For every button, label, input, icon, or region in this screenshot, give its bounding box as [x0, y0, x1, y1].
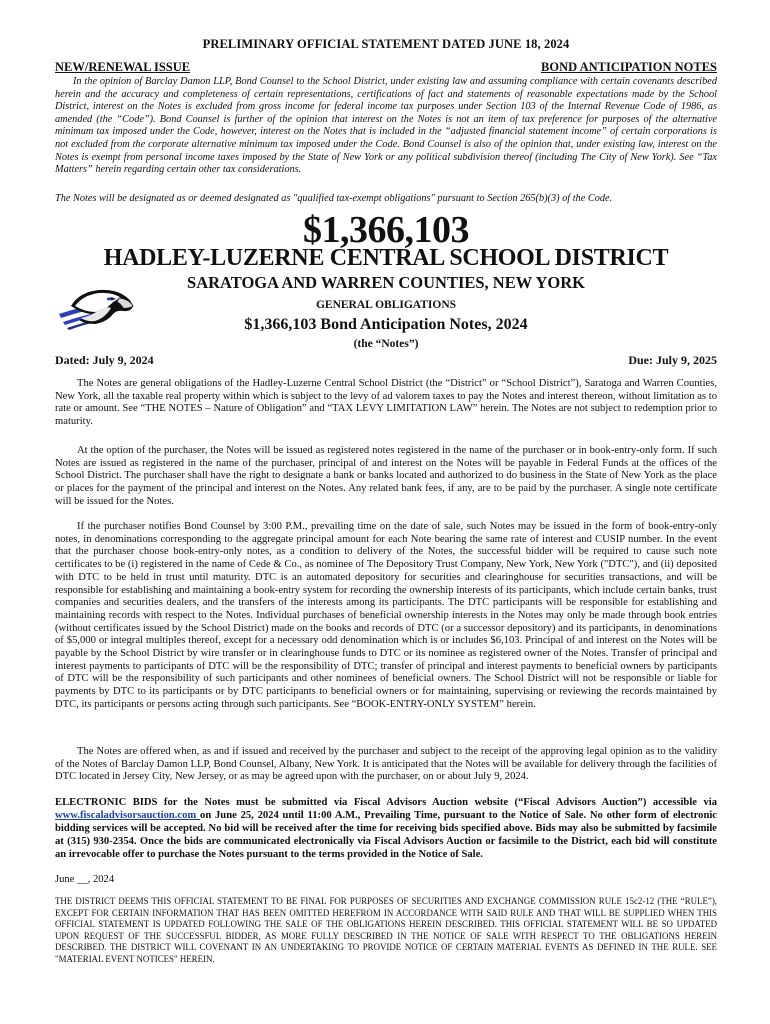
note-type-label: BOND ANTICIPATION NOTES: [541, 60, 717, 74]
designation-text: The Notes will be designated as or deemed designated as "qualified tax-exempt obligations" pursuant to Section 265(b)(3) of the Code.: [55, 193, 613, 204]
paragraph-general-obligations: The Notes are general obligations of the Hadley-Luzerne Central School District (the “District” or “School District”), Saratoga and Warren Counties, New York, all the taxable real property within which is subject to the levy of ad valorem taxes to pay the Notes and interest thereon, without limitation as to rate or amount. See “THE NOTES – Nature of Obligation” and “TAX LEVY LIMITATION LAW” herein. The Notes are not subject to redemption prior to maturity.: [55, 378, 717, 428]
issue-amount: $1,366,103: [303, 209, 469, 251]
notes-title: $1,366,103 Bond Anticipation Notes, 2024: [244, 316, 528, 333]
dated-line: Dated: July 9, 2024: [55, 353, 154, 367]
general-obligations-label: GENERAL OBLIGATIONS: [315, 299, 457, 311]
paragraph-book-entry: If the purchaser notifies Bond Counsel by 3:00 P.M., prevailing time on the date of sale, such Notes may be issued in the form of book-entry-only notes, in denominations corresponding to the aggregate principal amount for each Note bearing the same rate of interest and CUSIP number. In the event that the purchaser choose book-entry-only notes, as a condition to delivery of the Notes, the successful bidder will be required to cause such note certificates to be (i) registered in the name of Cede & Co., as nominee of The Depository Trust Company, New York, New York ("DTC"), and (ii) deposited with DTC to be held in trust until maturity. DTC is an automated depository for securities and clearinghouse for securities transactions, and will be responsible for establishing and maintaining a book-entry system for recording the ownership interests of its participants, which include certain banks, trust companies and securities dealers, and the transfers of the interests among its participants. The DTC participants will be responsible for establishing and maintaining records with respect to the Notes. Individual purchases of beneficial ownership interests in the Notes may only be made through book entries (without certificates issued by the School District) made on the books and records of DTC (or a successor depository) and its participants, in denominations of $5,000 or integral multiples thereof, except for a necessary odd denomination which is or includes $6,103. Principal of and interest on the Notes will be payable by the School District by wire transfer or in clearinghouse funds to DTC or its nominee as registered owner of the Notes. Transfer of principal and interest payments to participants of DTC will be the responsibility of DTC; transfer of principal and interest payments to beneficial owners by participants of DTC will be the responsibility of such participants and other nominees of beneficial owners. The School District will not be responsible or liable for payments by DTC to its participants or by DTC participants to beneficial owners or for maintaining, supervising or reviewing the records maintained by DTC, its participants or persons acting through such participants. See “BOOK-ENTRY-ONLY SYSTEM” herein.: [55, 521, 717, 710]
notes-subtitle: (the “Notes”): [353, 338, 419, 350]
designation-paragraph: [55, 193, 717, 204]
counties-line: SARATOGA AND WARREN COUNTIES, NEW YORK: [187, 273, 585, 292]
issue-type-label: NEW/RENEWAL ISSUE: [55, 60, 191, 74]
bids-text-end: on June 25, 2024 until 11:00 A.M., Prevailing Time, pursuant to the Notice of Sale. No other form of electronic bidding services will be accepted. No bid will be received after the time for receiving bids specified above. Bids may also be submitted by facsimile at (315) 930-2354. Once the bids are communicated electronically via Fiscal Advisors Auction or facsimile to the District, each bid will constitute an irrevocable offer to purchase the Notes pursuant to the terms provided in the Notice of Sale.: [55, 810, 717, 860]
district-name: HADLEY-LUZERNE CENTRAL SCHOOL DISTRICT: [103, 245, 669, 271]
paragraph-registered-notes: At the option of the purchaser, the Notes will be issued as registered notes registered in the name of the purchaser or in book-entry-only form. If such Notes are issued as registered in the name of the purchaser, principal of and interest on the Notes will be payable in Federal Funds at the offices of the School District. The purchaser shall have the right to designate a bank or banks located and authorized to do business in the State of New York as the place or places for the payment of the principal and interest on the Notes. Any related bank fees, if any, are to be paid by the purchaser. A single note certificate will be issued for the Notes.: [55, 445, 717, 507]
paragraph-offering: The Notes are offered when, as and if issued and received by the purchaser and subject to the receipt of the approving legal opinion as to the validity of the Notes of Barclay Damon LLP, Bond Counsel, Albany, New York. It is anticipated that the Notes will be available for delivery through the facilities of DTC located in Jersey City, New Jersey, or as may be agreed upon with the purchaser, on or about July 9, 2024.: [55, 746, 717, 783]
due-line: Due: July 9, 2025: [628, 353, 717, 367]
final-statement-paragraph: THE DISTRICT DEEMS THIS OFFICIAL STATEMENT TO BE FINAL FOR PURPOSES OF SECURITIES AND EXCHANGE COMMISSION RULE 15c2-12 (THE “RULE”), EXCEPT FOR CERTAIN INFORMATION THAT HAS BEEN OMITTED HEREFROM IN ACCORDANCE WITH SAID RULE AND THAT WILL BE SUPPLIED WHEN THIS OFFICIAL STATEMENT IS UPDATED FOLLOWING THE SALE OF THE OBLIGATIONS HEREIN DESCRIBED. THIS OFFICIAL STATEMENT WILL BE SO UPDATED UPON REQUEST OF THE SUCCESSFUL BIDDER, AS MORE FULLY DESCRIBED IN THE NOTICE OF SALE WITH RESPECT TO THE OBLIGATIONS HEREIN DESCRIBED. THE DISTRICT WILL COVENANT IN AN UNDERTAKING TO PROVIDE NOTICE OF CERTAIN MATERIAL EVENTS AS DEFINED IN THE RULE. SEE "MATERIAL EVENT NOTICES" HEREIN.: [55, 896, 717, 964]
tax-opinion-paragraph: In the opinion of Barclay Damon LLP, Bond Counsel to the School District, under existing law and assuming compliance with certain covenants described herein and the accuracy and completeness of certain representations, certifications of fact and statements of reasonable expectations made by the School District, interest on the Notes is excluded from gross income for federal income tax purposes under Section 103 of the Internal Revenue Code of 1986, as amended (the “Code”). Bond Counsel is further of the opinion that interest on the Notes is not an item of tax preference for purposes of the alternative minimum tax imposed under the Code, however, interest on the Notes that is included in the “adjusted financial statement income” of certain corporations is not excluded from the corporate alternative minimum tax imposed under the Code. Bond Counsel is also of the opinion that, under existing law, interest on the Notes is exempt from personal income taxes imposed by the State of New York or any political subdivision thereof (including The City of New York). See “Tax Matters” herein regarding certain other tax considerations.: [55, 76, 717, 176]
bids-text-start: ELECTRONIC BIDS for the Notes must be submitted via Fiscal Advisors Auction website (“Fiscal Advisors Auction”) accessible via: [55, 797, 717, 808]
auction-website-link[interactable]: www.fiscaladvisorsauction.com: [55, 810, 201, 821]
date-line: June __, 2024: [55, 874, 115, 885]
electronic-bids-paragraph: [55, 796, 717, 861]
preliminary-heading: PRELIMINARY OFFICIAL STATEMENT DATED JUNE 18, 2024: [202, 37, 570, 51]
